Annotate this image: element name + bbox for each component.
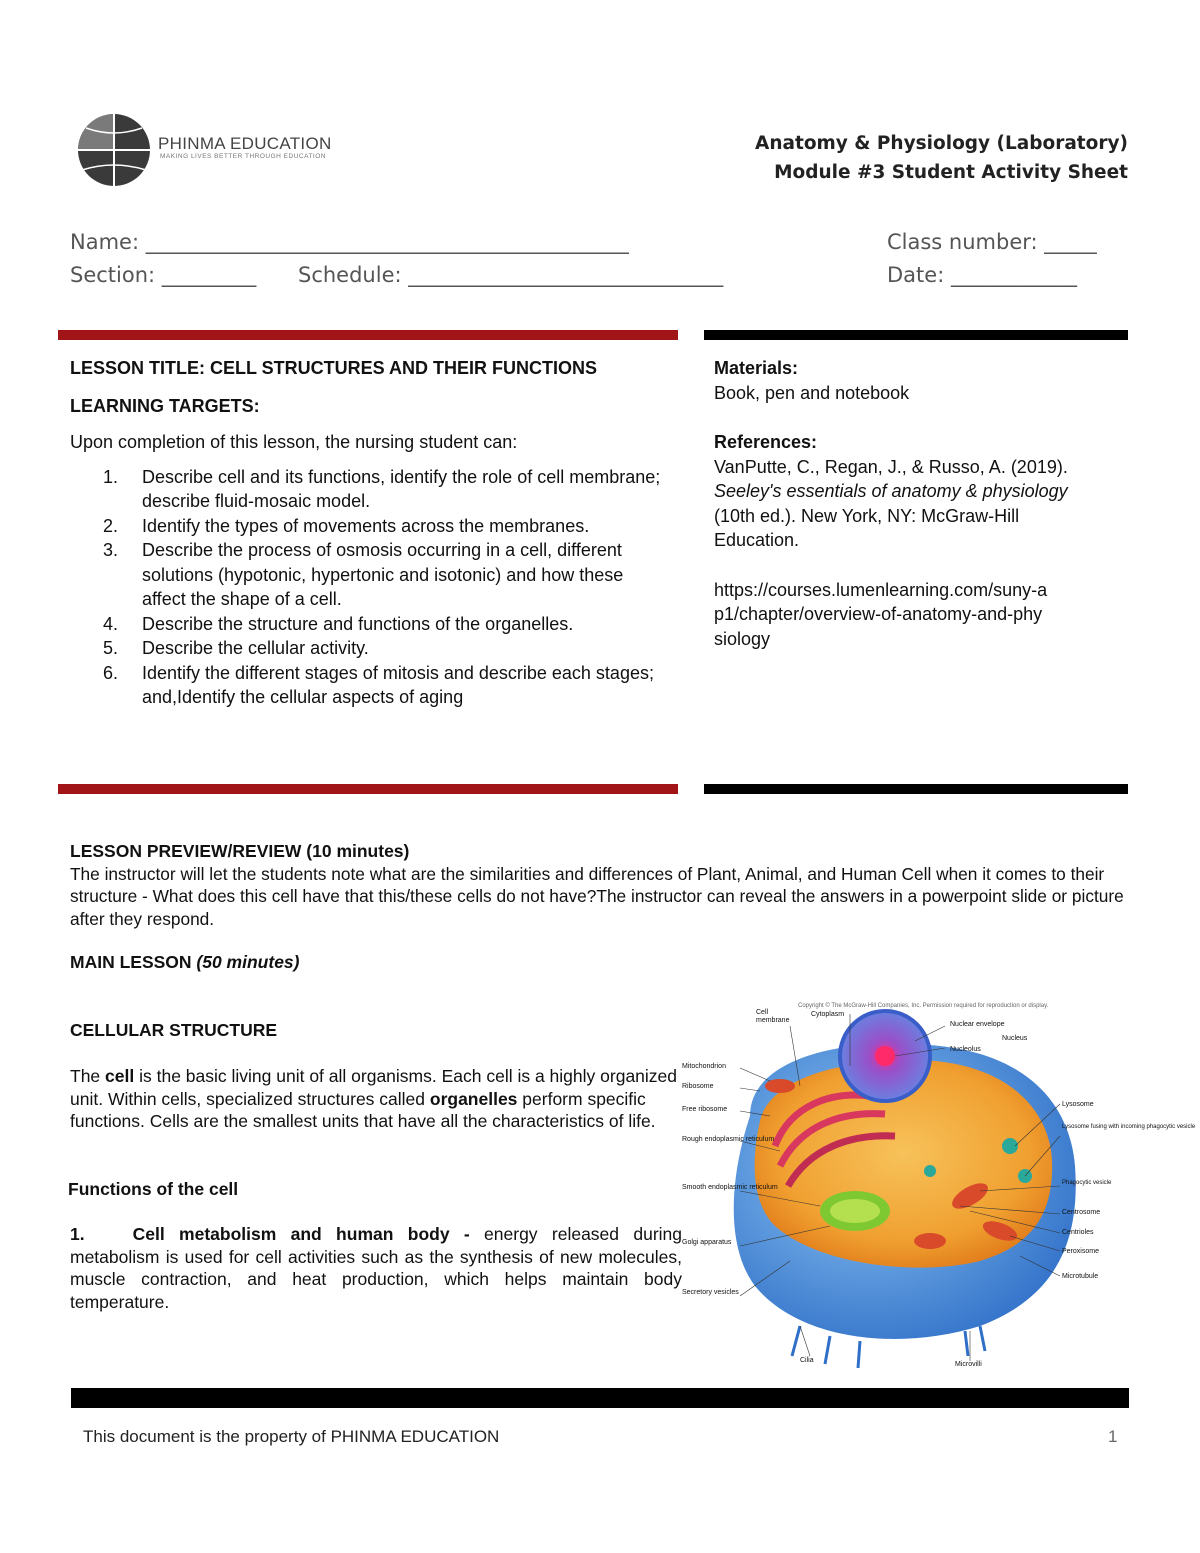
logo	[72, 110, 152, 190]
section-field: Section: _________	[70, 263, 257, 287]
label-microvilli: Microvilli	[955, 1361, 982, 1368]
page-number: 1	[1108, 1427, 1118, 1446]
label-phagocytic: Phagocytic vesicle	[1062, 1180, 1112, 1186]
label-centrioles: Centrioles	[1062, 1229, 1094, 1236]
label-mitochondrion: Mitochondrion	[682, 1063, 726, 1070]
learning-targets-heading: LEARNING TARGETS:	[70, 395, 260, 416]
mid-divider-black	[704, 784, 1128, 794]
label-golgi: Golgi apparatus	[682, 1239, 732, 1246]
module-title: Module #3 Student Activity Sheet	[774, 162, 1128, 183]
preview-text: The instructor will let the students note what are the similarities and differences of Plant, Animal, and Human Cell when it comes to their structure - What does this cell have that this/these cells do not have?The instructor can reveal the answers in a powerpoint slide or picture after they respond.	[70, 863, 1124, 929]
cellular-paragraph: The cell is the basic living unit of all organisms. Each cell is a highly organized unit. Within cells, specialized structures called organelles perform specific functions. Cells are the smallest units that have all the characteristics of life.	[70, 1066, 678, 1132]
top-divider-black	[704, 330, 1128, 340]
references-heading: References:	[714, 432, 818, 452]
label-nuclear-envelope: Nuclear envelope	[950, 1021, 1005, 1028]
functions-heading: Functions of the cell	[68, 1179, 239, 1199]
list-item: 5. Describe the cellular activity.	[103, 638, 369, 658]
cell-diagram	[680, 996, 1196, 1371]
materials-heading: Materials:	[714, 358, 799, 378]
class-number-field: Class number: _____	[887, 230, 1097, 254]
logo-globe-icon	[72, 110, 152, 190]
course-title: Anatomy & Physiology (Laboratory)	[755, 133, 1128, 154]
list-item: 3. Describe the process of osmosis occurring in a cell, different solutions (hypotonic, hypertonic and isotonic) and how these affect the shape of a cell.	[103, 540, 624, 609]
date-field: Date: ____________	[887, 263, 1077, 287]
list-item: 2. Identify the types of movements across the membranes.	[103, 515, 590, 536]
name-field: Name: ______________________________________________	[70, 230, 629, 254]
label-lysosome-fusing: Lysosome fusing with incoming phagocytic vesicle	[1062, 1124, 1196, 1130]
top-divider-red	[58, 330, 678, 340]
lesson-preview	[70, 840, 1130, 930]
cellular-structure-heading: CELLULAR STRUCTURE	[70, 1020, 278, 1040]
label-free-ribosome: Free ribosome	[682, 1106, 728, 1113]
logo-name: PHINMA EDUCATION	[158, 134, 332, 153]
materials-text: Book, pen and notebook	[714, 382, 910, 403]
main-lesson-heading: MAIN LESSON (50 minutes)	[70, 952, 300, 972]
label-cilia: Cilia	[800, 1357, 814, 1364]
materials-references	[714, 356, 1114, 651]
label-lysosome: Lysosome	[1062, 1101, 1094, 1108]
label-cytoplasm: Cytoplasm	[811, 1011, 845, 1018]
label-centrosome: Centrosome	[1062, 1209, 1101, 1216]
preview-heading: LESSON PREVIEW/REVIEW (10 minutes)	[70, 841, 410, 861]
label-rough-er: Rough endoplasmic reticulum	[682, 1136, 775, 1143]
reference-citation: VanPutte, C., Regan, J., & Russo, A. (2019). Seeley's essentials of anatomy & physiology (10th ed.). New York, NY: McGraw-Hill Education.	[714, 456, 1068, 550]
label-nucleus: Nucleus	[1002, 1035, 1028, 1042]
label-ribosome: Ribosome	[682, 1083, 714, 1090]
mid-divider-red	[58, 784, 678, 794]
lesson-section	[70, 356, 670, 710]
list-item: 6. Identify the different stages of mitosis and describe each stages; and,Identify the cellular aspects of aging	[103, 662, 654, 707]
label-secretory: Secretory vesicles	[682, 1289, 739, 1296]
label-microtubule: Microtubule	[1062, 1273, 1099, 1280]
list-item: 4. Describe the structure and functions of the organelles.	[103, 613, 574, 634]
footer-text: This document is the property of PHINMA EDUCATION	[83, 1427, 500, 1446]
footer-bar	[71, 1388, 1129, 1408]
label-nucleolus: Nucleolus	[950, 1046, 981, 1053]
label-peroxisome: Peroxisome	[1062, 1248, 1099, 1255]
function-item: 1. Cell metabolism and human body - energy released during metabolism is used for cell activities such as the synthesis of new molecules, muscle contraction, and heat production, which helps maintain body temperature.	[70, 1224, 682, 1313]
label-cell-membrane: Cell membrane	[756, 1009, 790, 1024]
list-item: 1. Describe cell and its functions, identify the role of cell membrane; describe fluid-mosaic model.	[103, 466, 661, 511]
lesson-title: LESSON TITLE: CELL STRUCTURES AND THEIR FUNCTIONS	[70, 358, 598, 378]
reference-url[interactable]: https://courses.lumenlearning.com/suny-a p1/chapter/overview-of-anatomy-and-phy siology	[714, 579, 1048, 649]
copyright-note: Copyright © The McGraw-Hill Companies, Inc. Permission required for reproduction or display.	[798, 1003, 1049, 1009]
learning-targets-list	[70, 465, 670, 710]
learning-targets-intro: Upon completion of this lesson, the nursing student can:	[70, 432, 518, 452]
label-smooth-er: Smooth endoplasmic reticulum	[682, 1184, 778, 1191]
logo-tagline: MAKING LIVES BETTER THROUGH EDUCATION	[160, 153, 326, 160]
schedule-field: Schedule: ______________________________	[298, 263, 724, 287]
